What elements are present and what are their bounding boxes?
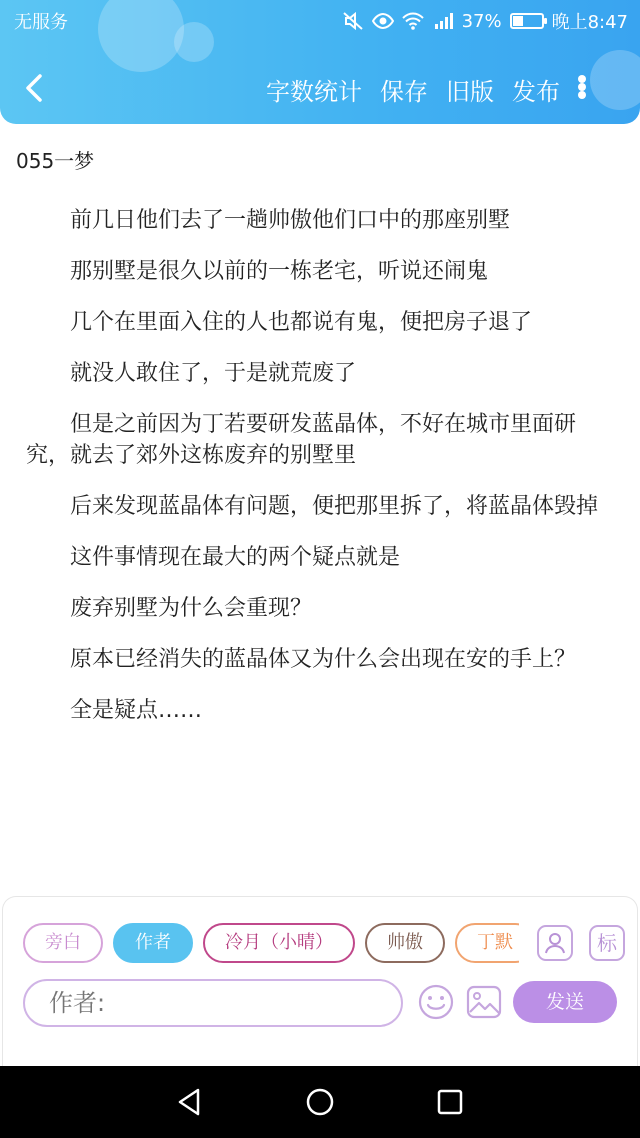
clock: 晚上8:47 — [551, 12, 628, 33]
paragraph: 原本已经消失的蓝晶体又为什么会出现在安的手上？ — [70, 647, 577, 672]
word-count-button[interactable]: 字数统计 — [266, 78, 362, 106]
wifi-icon — [402, 11, 424, 31]
chevron-left-icon — [18, 70, 54, 106]
triangle-back-icon — [172, 1084, 208, 1120]
more-dot-icon — [578, 91, 586, 99]
carrier-text: 无服务 — [14, 12, 68, 33]
person-icon — [539, 927, 571, 959]
role-chip-narrator[interactable]: 旁白 — [23, 923, 103, 963]
role-chip-shuaiao[interactable]: 帅傲 — [365, 923, 445, 963]
eye-icon — [372, 11, 394, 31]
smiley-icon — [417, 983, 455, 1021]
paragraph: 后来发现蓝晶体有问题，便把那里拆了，将蓝晶体毁掉 — [70, 494, 599, 519]
nav-recents-button[interactable] — [432, 1084, 468, 1120]
image-button[interactable] — [465, 983, 503, 1021]
role-chip-lengyue[interactable]: 冷月（小晴） — [203, 923, 355, 963]
circle-home-icon — [302, 1084, 338, 1120]
emoji-button[interactable] — [417, 983, 455, 1021]
toolbar-actions — [266, 72, 618, 107]
paragraph: 几个在里面入住的人也都说有鬼，便把房子退了 — [70, 310, 533, 335]
paragraph: 这件事情现在最大的两个疑点就是 — [70, 545, 401, 570]
paragraph: 就没人敢住了，于是就荒废了 — [70, 361, 357, 386]
mute-icon — [342, 11, 364, 31]
paragraph: 但是之前因为丁若要研发蓝晶体，不好在城市里面研究，就去了郊外这栋废弃的别墅里 — [26, 412, 577, 468]
square-recents-icon — [432, 1084, 468, 1120]
editor-toolbar — [0, 62, 640, 118]
dialogue-panel — [2, 896, 638, 1066]
battery-icon — [510, 13, 544, 29]
system-navigation-bar — [0, 1066, 640, 1138]
paragraph: 废弃别墅为什么会重现？ — [70, 596, 313, 621]
dialogue-input[interactable] — [23, 979, 403, 1027]
nav-home-button[interactable] — [302, 1084, 338, 1120]
battery-percent: 37% — [461, 10, 502, 32]
role-manage-button[interactable] — [537, 925, 573, 961]
more-dot-icon — [578, 83, 586, 91]
battery-fill — [513, 16, 523, 26]
image-icon — [465, 983, 503, 1021]
old-version-button[interactable]: 旧版 — [446, 78, 494, 106]
mark-button[interactable]: 标 — [589, 925, 625, 961]
status-icons — [342, 8, 628, 34]
nav-back-button[interactable] — [172, 1084, 208, 1120]
signal-icon — [432, 11, 454, 31]
more-menu-button[interactable] — [578, 75, 618, 105]
chapter-content[interactable] — [26, 205, 600, 746]
paragraph: 那别墅是很久以前的一栋老宅，听说还闹鬼 — [70, 259, 489, 284]
paragraph: 前几日他们去了一趟帅傲他们口中的那座别墅 — [70, 208, 511, 233]
app-header — [0, 0, 640, 124]
chapter-title[interactable]: 055一梦 — [16, 149, 95, 173]
back-button[interactable] — [18, 70, 54, 106]
send-button[interactable]: 发送 — [513, 981, 617, 1023]
save-button[interactable]: 保存 — [380, 78, 428, 106]
role-selector — [23, 923, 519, 965]
role-chip-author[interactable]: 作者 — [113, 923, 193, 963]
status-bar — [0, 0, 640, 40]
more-dot-icon — [578, 75, 586, 83]
publish-button[interactable]: 发布 — [512, 78, 560, 106]
role-chip-dingmo[interactable]: 丁默 — [455, 923, 519, 963]
paragraph: 全是疑点…… — [70, 698, 203, 723]
